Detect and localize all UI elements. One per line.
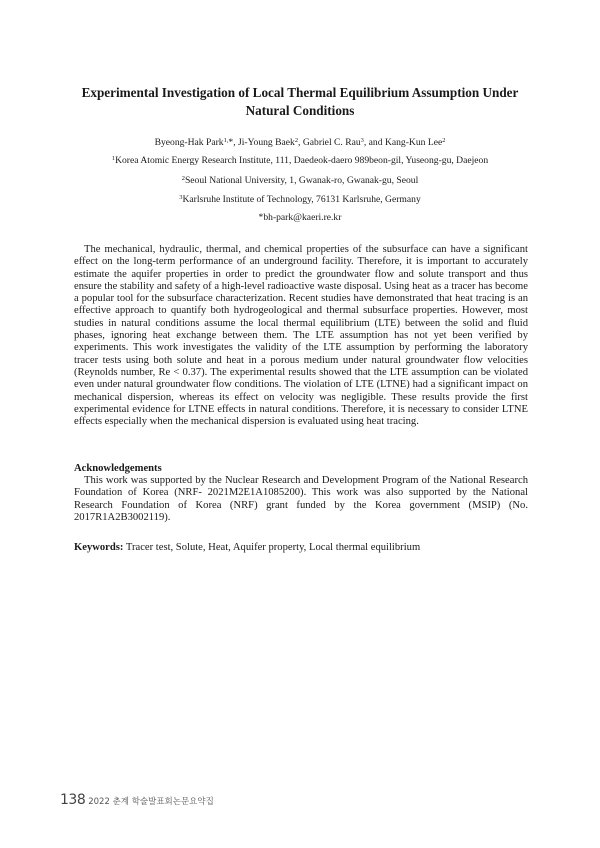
affiliation-mark: 3 [179, 194, 183, 201]
affiliation-1 [60, 155, 540, 166]
title-line-1: Experimental Investigation of Local Thermal Equilibrium Assumption Under [81, 85, 519, 100]
author-name: Gabriel C. Rau [302, 137, 361, 148]
author-affiliation-mark: 1, [223, 137, 229, 144]
keywords-text: Tracer test, Solute, Heat, Aquifer property, Local thermal equilibrium [123, 542, 421, 553]
affiliation-mark: 1 [111, 155, 116, 162]
corresponding-mark: * [228, 137, 234, 148]
affiliation-text: Korea Atomic Energy Research Institute, 111, Daedeok-daero 989beon-gil, Yuseong-gu, Daejeon [115, 155, 489, 166]
author-name: Ji-Young Baek [237, 137, 295, 148]
author-separator: , [298, 137, 303, 148]
author-name: Kang-Kun Lee [384, 137, 443, 148]
corresponding-email: *bh-park@kaeri.re.kr [258, 212, 342, 223]
author-name: Byeong-Hak Park [154, 137, 224, 148]
page-footer [60, 789, 214, 808]
affiliation-text: Seoul National University, 1, Gwanak-ro, Gwanak-gu, Seoul [184, 175, 419, 186]
abstract-paragraph: The mechanical, hydraulic, thermal, and chemical properties of the subsurface can have a significant effect on the long-term performance of an underground facility. Therefore, it is important to accurately estimate the aquifer properties in order to predict the groundwater flow and solute transport and thus ensure the stability and safety of a high-level radioactive waste disposal. Using heat as a tracer has become a popular tool for the subsurface characterization. Recent studies have demonstrated that heat tracing is an effective approach to quantify both hydrogeological and thermal subsurface properties. However, most studies in natural conditions assume the local thermal equilibrium (LTE) between the solid and fluid phases, ignoring heat exchange between them. The LTE assumption has not yet been verified by experiments. This work investigates the validity of the LTE assumption by performing the laboratory tracer tests using both solute and heat in a porous medium under natural groundwater flow velocities (Reynolds number, Re < 0.37). The experimental results showed that the LTE assumption can be violated even under natural groundwater flow conditions. The violation of LTE (LTNE) had a significant impact on mechanical dispersion, whereas its effect on velocity was negligible. These results provide the first experimental evidence for LTNE effects in natural conditions. Therefore, it is necessary to consider LTNE effects especially when the mechanical dispersion is evaluated using heat tracing. [74, 244, 528, 428]
author-separator: , [233, 137, 238, 148]
keywords-label: Keywords: [74, 542, 124, 553]
paper-title [70, 84, 530, 120]
page-number: 138 [60, 792, 86, 808]
journal-name: 2022 춘계 학술발표회논문요약집 [88, 797, 214, 807]
author-separator: , and [363, 137, 385, 148]
author-affiliation-mark: 2 [442, 137, 446, 144]
keywords-line [74, 542, 528, 553]
author-list [60, 137, 540, 148]
author-affiliation-mark: 3 [360, 137, 364, 144]
affiliation-mark: 2 [181, 175, 185, 182]
title-line-2: Natural Conditions [245, 103, 355, 118]
acknowledgements-paragraph: This work was supported by the Nuclear Research and Development Program of the National Research Foundation of Korea (NRF- 2021M2E1A1085200). This work was also supported by the National Research Foundation of Korea (NRF) grant funded by the Korea government (MSIP) (No. 2017R1A2B3002119). [74, 475, 528, 523]
author-affiliation-mark: 2 [294, 137, 299, 144]
affiliation-2 [60, 175, 540, 186]
affiliation-3 [60, 194, 540, 205]
acknowledgements-heading: Acknowledgements [74, 463, 162, 474]
affiliation-text: Karlsruhe Institute of Technology, 76131 Karlsruhe, Germany [182, 194, 421, 205]
